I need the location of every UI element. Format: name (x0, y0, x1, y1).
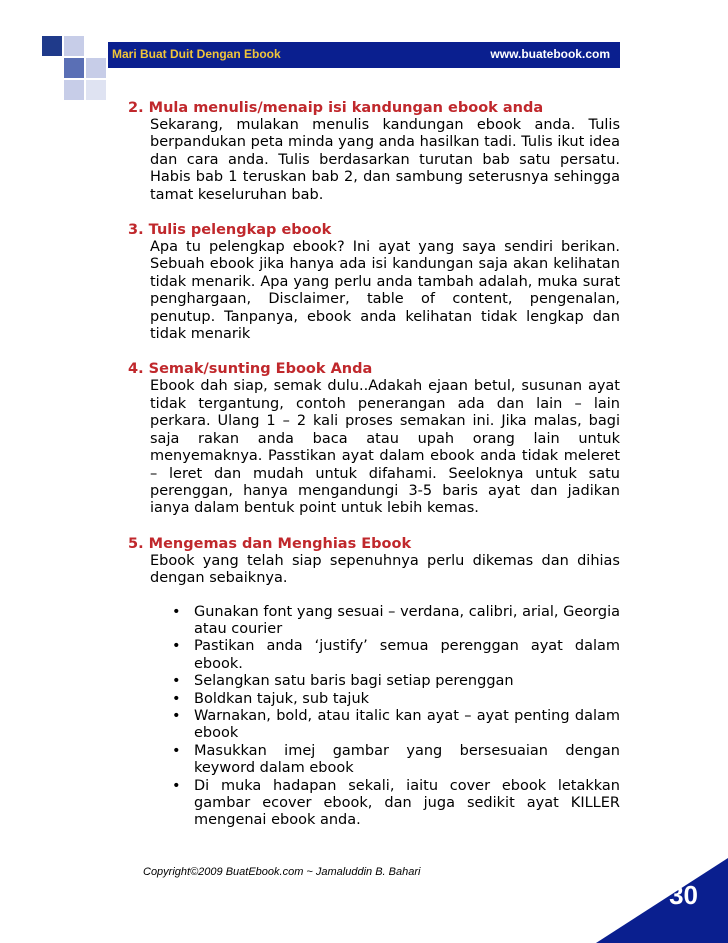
page-corner-decor (596, 858, 728, 943)
header-decor-square (64, 58, 84, 78)
page-header-bar (108, 42, 620, 68)
footer-copyright: Copyright©2009 BuatEbook.com ~ Jamaluddin B. Bahari (143, 866, 421, 878)
section-title: 4. Semak/sunting Ebook Anda (128, 361, 373, 378)
header-decor-square (42, 36, 62, 56)
list-item-text: Boldkan tajuk, sub tajuk (194, 690, 370, 707)
bullet-list (128, 604, 620, 830)
section-5 (128, 536, 620, 830)
list-item-text: Gunakan font yang sesuai – verdana, calibri, arial, Georgia atau courier (194, 603, 620, 637)
list-item (172, 690, 620, 708)
section-4 (128, 361, 620, 517)
page-content (128, 100, 620, 848)
list-item-text: Selangkan satu baris bagi setiap perenggan (194, 673, 514, 690)
header-website: www.buatebook.com (490, 47, 610, 61)
section-body: Ebook yang telah siap sepenuhnya perlu dikemas dan dihias dengan sebaiknya. (150, 552, 620, 587)
header-decor-square (64, 36, 84, 56)
header-decor-square (86, 80, 106, 100)
list-item (172, 707, 620, 743)
section-body: Ebook dah siap, semak dulu..Adakah ejaan betul, susunan ayat tidak tergantung, contoh penerangan ada dan lain – lain perkara. Ulang 1 – 2 kali proses semakan ini. Jika malas, bagi saja rakan anda baca atau upah orang lain untuk menyemaknya. Passtikan ayat dalam ebook anda tidak meleret – leret dan mudah untuk difahami. Seeloknya untuk satu perenggan, hanya mengandungi 3-5 baris ayat dan jadikan ianya dalam bentuk point untuk lebih kemas. (150, 378, 620, 517)
section-body: Sekarang, mulakan menulis kandungan ebook anda. Tulis berpandukan peta minda yang anda hasilkan tadi. Tulis ikut idea dan cara anda. Tulis berdasarkan turutan bab satu persatu. Habis bab 1 teruskan bab 2, dan sambung seterusnya sehingga tamat keseluruhan bab. (150, 117, 620, 203)
list-item (172, 673, 620, 690)
section-title: 5. Mengemas dan Menghias Ebook (128, 535, 412, 552)
list-item (172, 603, 620, 639)
bullet-icon: • (172, 638, 181, 655)
bullet-icon: • (172, 603, 181, 620)
list-item (172, 777, 620, 830)
header-title: Mari Buat Duit Dengan Ebook (112, 47, 281, 61)
bullet-icon: • (172, 707, 181, 724)
list-item (172, 742, 620, 778)
bullet-icon: • (172, 690, 181, 707)
list-item-text: Warnakan, bold, atau italic kan ayat – ayat penting dalam ebook (194, 707, 620, 742)
list-item-text: Masukkan imej gambar yang bersesuaian dengan keyword dalam ebook (194, 742, 620, 777)
section-title: 2. Mula menulis/menaip isi kandungan ebook anda (128, 100, 544, 116)
header-decor-square (64, 80, 84, 100)
list-item-text: Di muka hadapan sekali, iaitu cover ebook letakkan gambar ecover ebook, dan juga sedikit ayat KILLER mengenai ebook anda. (194, 777, 620, 829)
list-item (172, 638, 620, 673)
header-decor-square (86, 58, 106, 78)
bullet-icon: • (172, 742, 181, 759)
section-2 (128, 100, 620, 204)
bullet-icon: • (172, 673, 181, 690)
section-body: Apa tu pelengkap ebook? Ini ayat yang saya sendiri berikan. Sebuah ebook jika hanya ada isi kandungan saja akan kelihatan tidak menarik. Apa yang perlu anda tambah adalah, muka surat penghargaan, Disclaimer, table of content, pengenalan, penutup. Tanpanya, ebook anda kelihatan tidak lengkap dan tidak menarik (150, 239, 620, 343)
section-title: 3. Tulis pelengkap ebook (128, 222, 332, 239)
list-item-text: Pastikan anda ‘justify’ semua perenggan ayat dalam ebook. (194, 638, 620, 672)
bullet-icon: • (172, 777, 181, 794)
page-number: 30 (669, 880, 698, 910)
section-3 (128, 222, 620, 343)
